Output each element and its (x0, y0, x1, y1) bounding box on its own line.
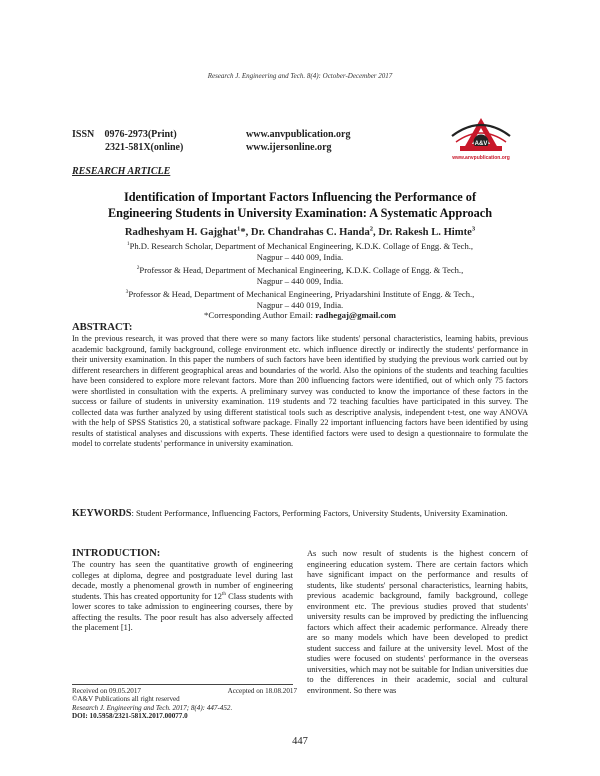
issn-label: ISSN (72, 129, 95, 140)
author-1-affil: 1 (237, 225, 241, 233)
introduction-right-column: As such now result of students is the highest concern of engineering education system. There are certain factors which have significant impact on the performance and results of students, like students' personal characteristics, learning habits, previous academic background, family background, college environment etc. The previous studies proved that students' university results can be improved by predicting the influencing factors which affect their academic performance. Already there are so many models which have been developed to predict student success and failure at the university level. Most of the studies were focused on students' performance in the overseas universities, which may not be suitable for Indian universities due to the differences in their academic, social and cultural environment. So there was (307, 549, 528, 695)
publisher-logo-icon (442, 112, 520, 162)
publisher-logo (442, 112, 520, 162)
logo-letters: A&V (474, 141, 488, 147)
corresponding-label: *Corresponding Author Email: (204, 310, 316, 320)
affiliation-1-line-2: Nagpur – 440 009, India. (256, 251, 344, 262)
author-3: Dr. Rakesh L. Himte (378, 227, 472, 238)
affiliation-1-line-1: Ph.D. Research Scholar, Department of Mechanical Engineering, K.D.K. Collage of Engg. & Tech., (129, 241, 474, 251)
keywords (72, 508, 528, 520)
affiliation-3 (72, 289, 528, 310)
citation-line: Research J. Engineering and Tech. 2017; 8(4): 447-452. (72, 703, 233, 712)
website-link-2[interactable]: www.ijersonline.org (246, 142, 332, 153)
intro-left-text-1: The country has seen the quantitative growth of engineering colleges at diploma, degree and postgraduate level during last decade, mostly a phenomenal growth in number of engineering students. This has created opportunity for 12 (72, 560, 293, 601)
accepted-date: Accepted on 18.08.2017 (227, 687, 297, 695)
author-2-affil: 2 (369, 225, 374, 233)
abstract-heading: ABSTRACT: (72, 322, 133, 333)
article-type: RESEARCH ARTICLE (72, 166, 171, 177)
paper-title-line-2: Engineering Students in University Examination: A Systematic Approach (107, 206, 493, 220)
affiliation-2-line-2: Nagpur – 440 009, India. (256, 275, 344, 286)
doi-line[interactable]: DOI: 10.5958/2321-581X.2017.00077.0 (72, 712, 188, 721)
affiliation-1-sup: 1 (126, 241, 130, 248)
paper-title-line-1: Identification of Important Factors Influencing the Performance of (123, 190, 477, 204)
issn-print: 0976-2973(Print) (104, 129, 177, 140)
introduction-left-column (72, 560, 293, 634)
paper-title (60, 189, 540, 221)
affiliation-3-line-1: Professor & Head, Department of Mechanical Engineering, Priyadarshini Institute of Engg. & Tech., (128, 289, 475, 299)
affiliation-2-sup: 2 (136, 265, 140, 272)
intro-left-sup: th (221, 590, 226, 597)
affiliation-3-line-2: Nagpur – 440 019, India. (256, 299, 344, 310)
affiliation-2 (72, 265, 528, 286)
intro-left-text-2: Class students with lower scores to take admission to engineering courses, there by affecting the results. The poor result has also adversely affected the placement [1]. (72, 591, 293, 632)
website-block (246, 128, 350, 154)
author-3-affil: 3 (471, 225, 476, 233)
keywords-text: : Student Performance, Influencing Factors, Performing Factors, University Students, University Examination. (131, 508, 508, 518)
author-separator: , (373, 227, 379, 238)
issn-online: 2321-581X(online) (105, 142, 184, 153)
corresponding-email[interactable]: radhegaj@gmail.com (315, 310, 396, 320)
author-1: Radheshyam H. Gajghat (124, 227, 238, 238)
corresponding-author (72, 310, 528, 321)
author-separator: , (245, 227, 251, 238)
keywords-label: KEYWORDS (72, 508, 132, 519)
author-2: Dr. Chandrahas C. Handa (250, 227, 370, 238)
introduction-heading: INTRODUCTION: (72, 548, 161, 559)
logo-caption: www.anvpublication.org (452, 155, 510, 161)
abstract-body: In the previous research, it was proved that there were so many factors like students' personal characteristics, learning habits, previous academic background, family background, college environment etc. which influence directly or indirectly the students' performance in their university examination. In this paper the numbers of such factors have been identified by studying the previous work carried out by different researchers in different geographical areas and boundaries of the world. Also the opinions of the students and teaching faculties have been considered to explore more relevant factors. More than 200 influencing factors were identified, out of which only 75 factors were shortlisted in consultation with the experts. A preliminary survey was conducted to know the importance of these factors in the success or failure of students in university examination. 119 students and 72 teaching faculties have participated in this survey. The collected data was further analyzed by using different statistical tools such as descriptive analysis, independent t-test, one way ANOVA with the help of SPSS Statistics 20, a statistical software package. Finally 22 important influencing factors have been identified by using results of statistical analyses and discussions with experts. These identified factors were used to design a questionnaire to formulate the model to correlate students' performance in university examination. (72, 334, 528, 448)
affiliation-2-line-1: Professor & Head, Department of Mechanical Engineering, K.D.K. Collage of Engg. & Tech., (139, 265, 464, 275)
journal-running-header: Research J. Engineering and Tech. 8(4): October-December 2017 (207, 72, 393, 80)
page-number: 447 (292, 736, 308, 747)
website-link-1[interactable]: www.anvpublication.org (246, 129, 351, 140)
affiliation-1 (72, 241, 528, 262)
author-list (60, 227, 540, 238)
footnote-block (72, 687, 297, 721)
affiliation-3-sup: 3 (125, 289, 129, 296)
footnote-divider (72, 684, 293, 685)
issn-block (72, 128, 183, 154)
author-1-corresponding-mark: * (240, 227, 246, 238)
copyright-line: ©A&V Publications all right reserved (72, 695, 180, 704)
received-date: Received on 09.05.2017 (72, 687, 141, 695)
